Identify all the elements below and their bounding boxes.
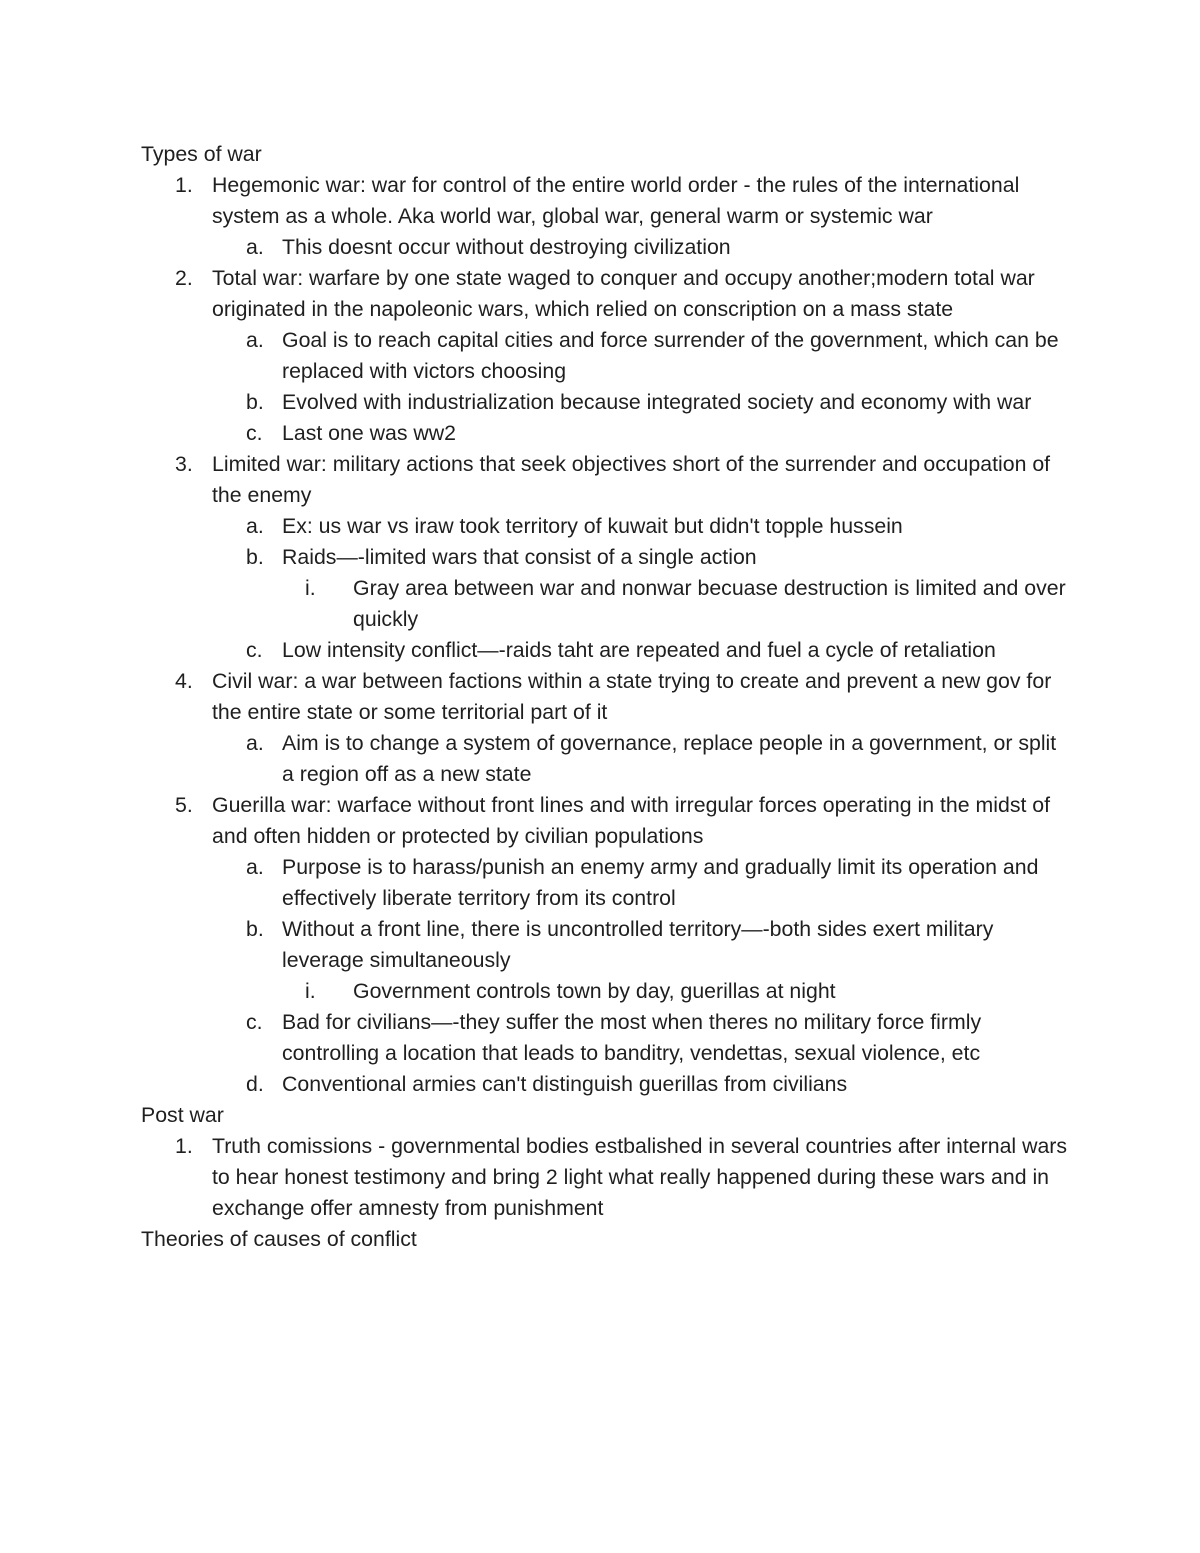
list-subitem <box>141 728 1071 790</box>
list-item-text: Limited war: military actions that seek objectives short of the surrender and occupation of the enemy <box>212 452 1051 507</box>
list-item-text: Government controls town by day, guerillas at night <box>353 979 836 1003</box>
list-item-guerilla-war <box>141 790 1071 852</box>
list-item-text: Truth comissions - governmental bodies estbalished in several countries after internal wars to hear honest testimony and bring 2 light what really happened during these wars and in exchange offer amnesty from punishment <box>212 1134 1068 1220</box>
list-item-truth-commissions <box>141 1131 1071 1224</box>
list-marker: a. <box>246 731 264 755</box>
list-item-hegemonic-war <box>141 170 1071 232</box>
list-marker: c. <box>246 638 263 662</box>
list-marker: c. <box>246 421 263 445</box>
list-item-text: Bad for civilians—-they suffer the most when theres no military force firmly controlling a location that leads to banditry, vendettas, sexual violence, etc <box>282 1010 982 1065</box>
list-subitem <box>141 387 1071 418</box>
list-marker: i. <box>305 979 316 1003</box>
list-marker: 5. <box>175 793 193 817</box>
section-heading-post-war: Post war <box>141 1103 224 1127</box>
list-subitem <box>141 1069 1071 1100</box>
list-marker: 4. <box>175 669 193 693</box>
list-marker: b. <box>246 390 264 414</box>
list-item-text: Gray area between war and nonwar becuase destruction is limited and over quickly <box>353 576 1066 631</box>
list-item-total-war <box>141 263 1071 325</box>
list-marker: d. <box>246 1072 264 1096</box>
list-subsubitem <box>141 976 1071 1007</box>
list-marker: i. <box>305 576 316 600</box>
section-heading-theories: Theories of causes of conflict <box>141 1227 417 1251</box>
list-item-text: Goal is to reach capital cities and force surrender of the government, which can be replaced with victors choosing <box>282 328 1059 383</box>
list-item-text: Total war: warfare by one state waged to conquer and occupy another;modern total war originated in the napoleonic wars, which relied on conscription on a mass state <box>212 266 1035 321</box>
list-item-text: Low intensity conflict—-raids taht are repeated and fuel a cycle of retaliation <box>282 638 996 662</box>
list-item-text: Conventional armies can't distinguish guerillas from civilians <box>282 1072 848 1096</box>
list-marker: a. <box>246 235 264 259</box>
list-item-limited-war <box>141 449 1071 511</box>
list-item-text: Without a front line, there is uncontrolled territory—-both sides exert military leverage simultaneously <box>282 917 994 972</box>
list-marker: 3. <box>175 452 193 476</box>
list-item-text: Purpose is to harass/punish an enemy army and gradually limit its operation and effectively liberate territory from its control <box>282 855 1039 910</box>
list-marker: a. <box>246 328 264 352</box>
list-subitem <box>141 542 1071 573</box>
list-item-text: Hegemonic war: war for control of the entire world order - the rules of the international system as a whole. Aka world war, global war, general warm or systemic war <box>212 173 1020 228</box>
list-subitem <box>141 1007 1071 1069</box>
list-marker: b. <box>246 545 264 569</box>
list-item-text: Raids—-limited wars that consist of a single action <box>282 545 757 569</box>
list-marker: 2. <box>175 266 193 290</box>
list-subitem <box>141 418 1071 449</box>
list-item-civil-war <box>141 666 1071 728</box>
list-item-text: Evolved with industrialization because integrated society and economy with war <box>282 390 1032 414</box>
list-subitem <box>141 325 1071 387</box>
list-item-text: Civil war: a war between factions within a state trying to create and prevent a new gov for the entire state or some territorial part of it <box>212 669 1052 724</box>
list-marker: 1. <box>175 1134 193 1158</box>
list-marker: 1. <box>175 173 193 197</box>
list-marker: b. <box>246 917 264 941</box>
list-item-text: This doesnt occur without destroying civilization <box>282 235 731 259</box>
list-item-text: Aim is to change a system of governance, replace people in a government, or split a region off as a new state <box>282 731 1057 786</box>
section-heading-types-of-war: Types of war <box>141 142 262 166</box>
list-subitem <box>141 511 1071 542</box>
list-item-text: Ex: us war vs iraw took territory of kuwait but didn't topple hussein <box>282 514 903 538</box>
list-subitem <box>141 635 1071 666</box>
list-subitem <box>141 852 1071 914</box>
list-item-text: Guerilla war: warface without front lines and with irregular forces operating in the midst of and often hidden or protected by civilian populations <box>212 793 1051 848</box>
list-subsubitem <box>141 573 1071 635</box>
list-marker: c. <box>246 1010 263 1034</box>
list-marker: a. <box>246 855 264 879</box>
list-subitem <box>141 232 1071 263</box>
list-marker: a. <box>246 514 264 538</box>
document-body <box>141 139 1071 1255</box>
list-item-text: Last one was ww2 <box>282 421 457 445</box>
list-subitem <box>141 914 1071 976</box>
